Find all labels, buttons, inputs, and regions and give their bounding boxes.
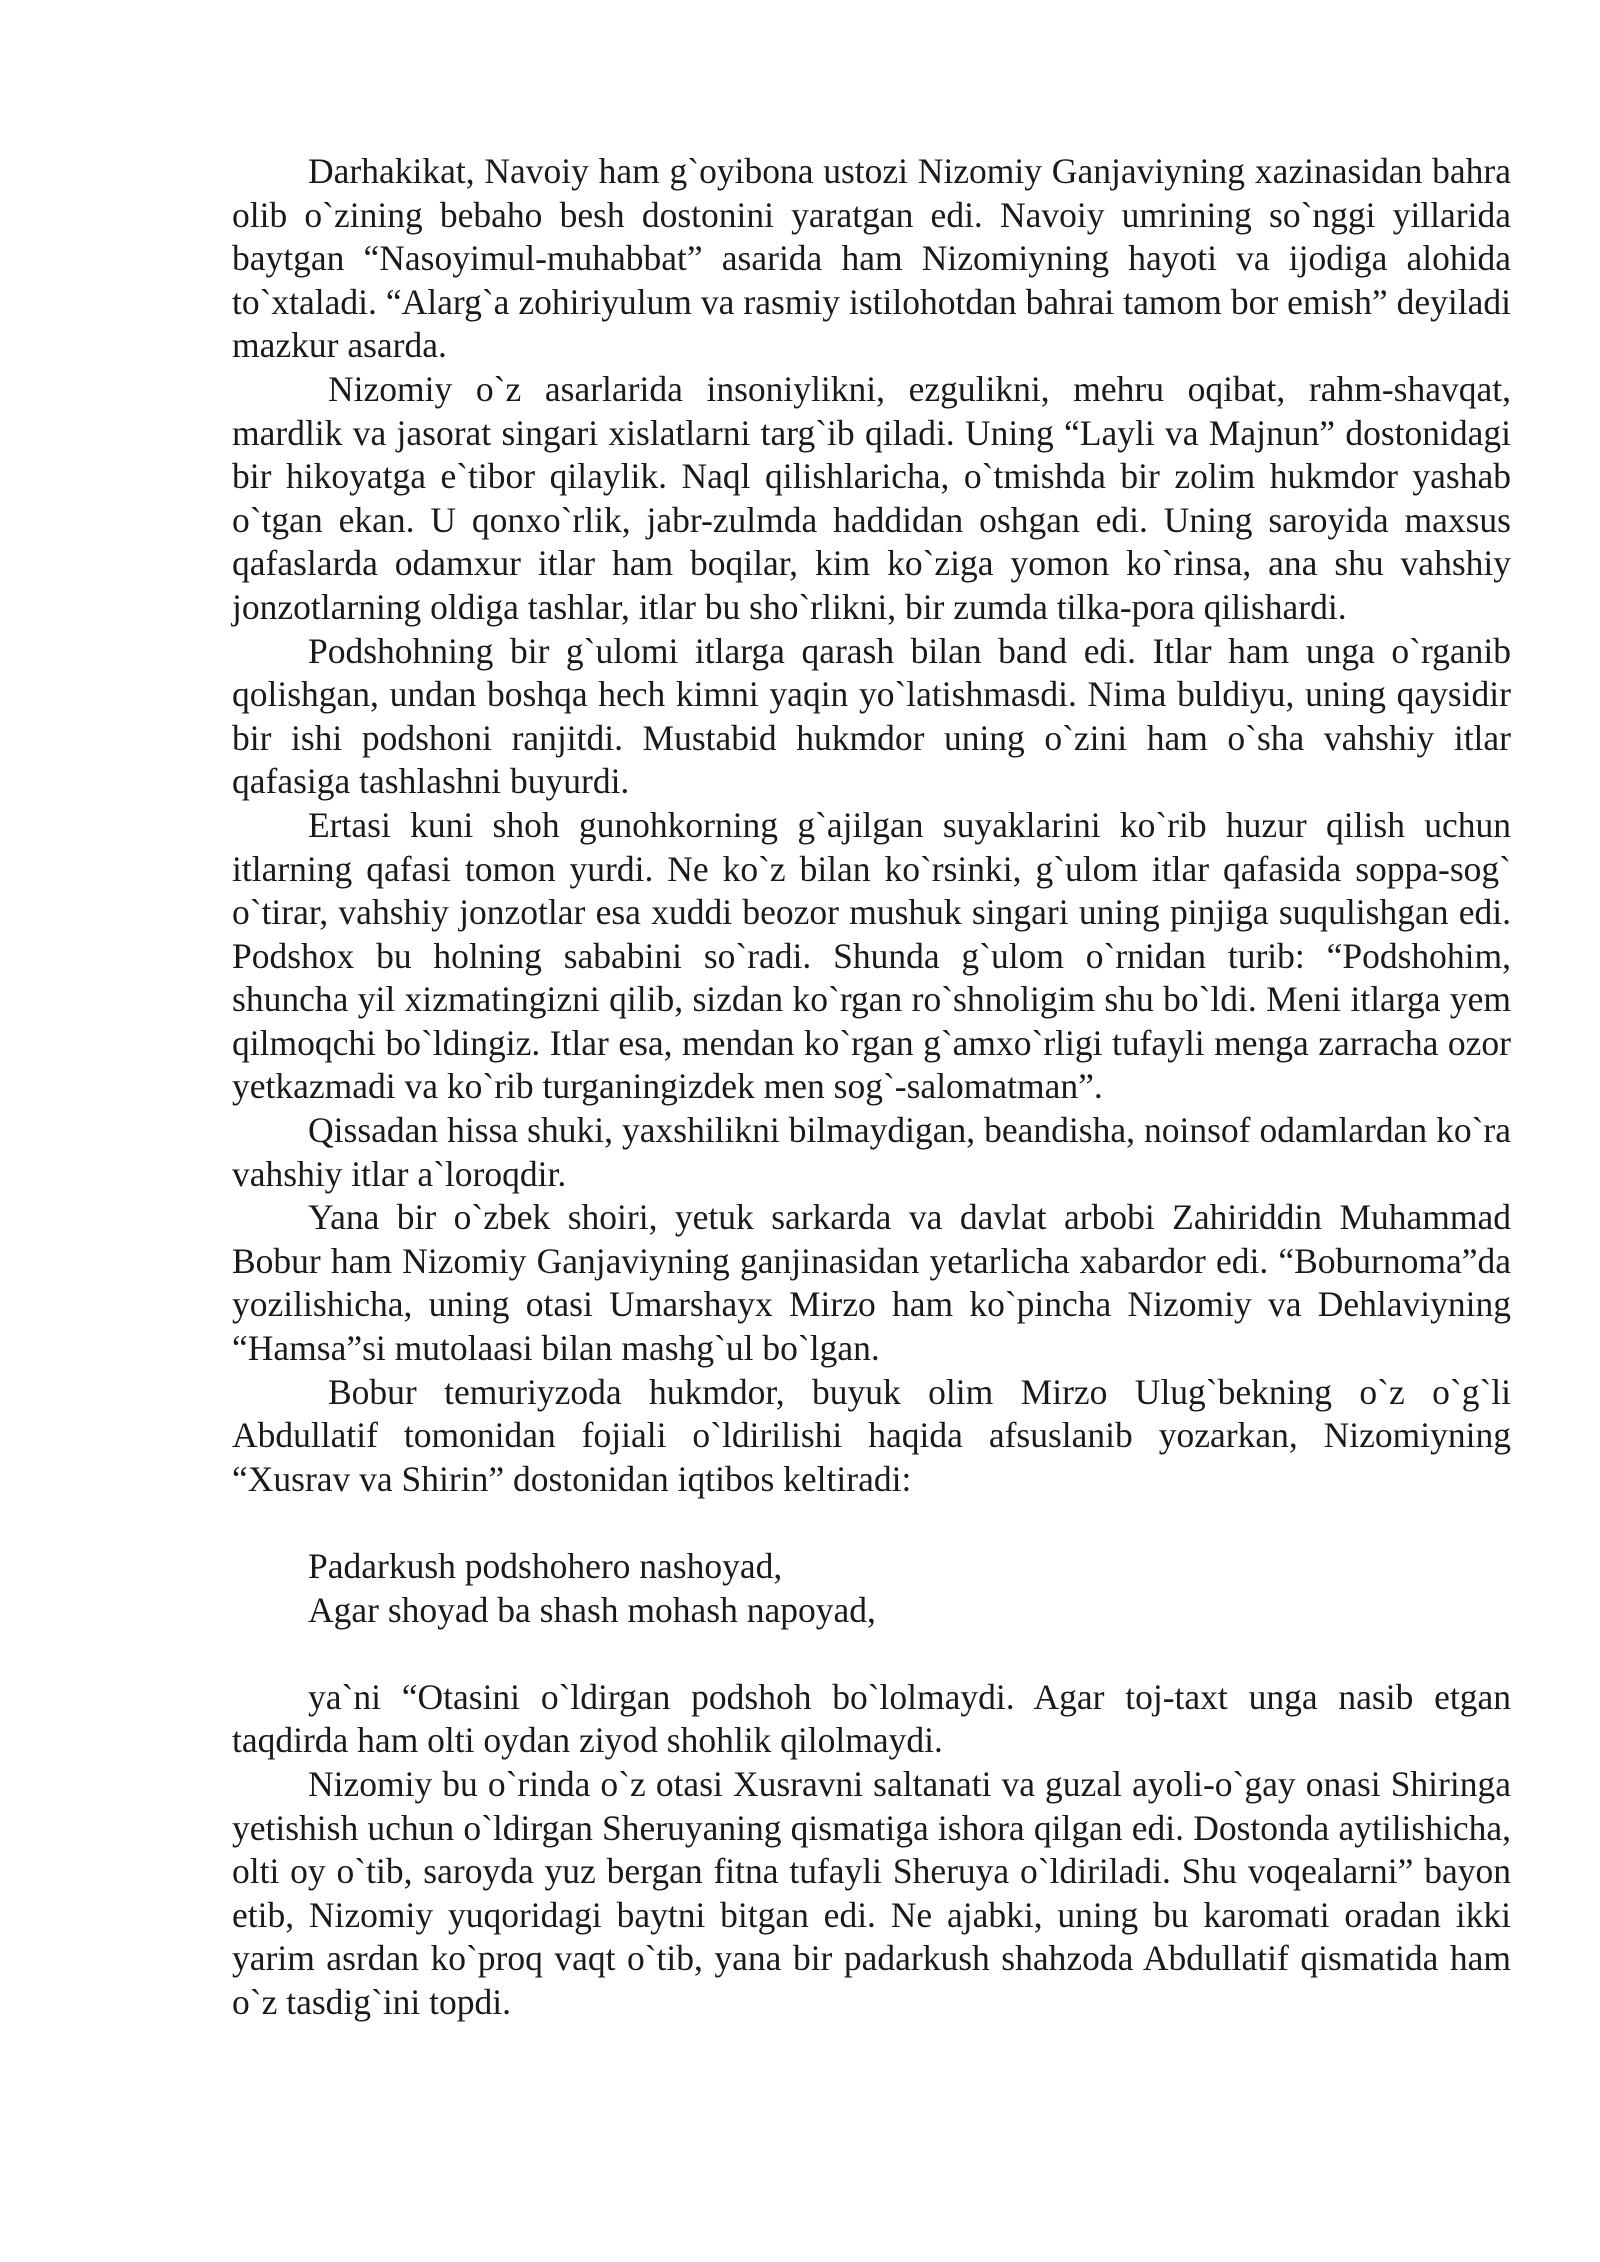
paragraph-next-day: Ertasi kuni shoh gunohkorning g`ajilgan suyaklarini ko`rib huzur qilish uchun itlarning qafasi tomon yurdi. Ne ko`z bilan ko`rsinki, g`ulom itlar qafasida soppa-sog` o`tirar, vahshiy jonzotlar esa xuddi beozor mushuk singari uning pinjiga suqulishgan edi. Podshox bu holning sababini so`radi. Shunda g`ulom o`rnidan turib: “Podshohim, shuncha yil xizmatingizni qilib, sizdan ko`rgan ro`shnoligim shu bo`ldi. Meni itlarga yem qilmoqchi bo`ldingiz. Itlar esa, mendan ko`rgan g`amxo`rligi tufayli menga zarracha ozor yetkazmadi va ko`rib turganingizdek men sog`-salomatman”. (232, 804, 1511, 1107)
paragraph-bobur: Yana bir o`zbek shoiri, yetuk sarkarda va davlat arbobi Zahiriddin Muhammad Bobur ham Nizomiy Ganjaviyning ganjinasidan yetarlicha xabardor edi. “Boburnoma”da yozilishicha, uning otasi Umarshayx Mirzo ham ko`pincha Nizomiy va Dehlaviyning “Hamsa”si mutolaasi bilan mashg`ul bo`lgan. (232, 1197, 1511, 1369)
paragraph-nizomiy-qualities: Nizomiy o`z asarlarida insoniylikni, ezgulikni, mehru oqibat, rahm-shavqat, mardlik va jasorat singari xislatlarni targ`ib qiladi. Uning “Layli va Majnun” dostonidagi bir hikoyatga e`tibor qilaylik. Naql qilishlaricha, o`tmishda bir zolim hukmdor yashab o`tgan ekan. U qonxo`rlik, jabr-zulmda haddidan oshgan edi. Uning saroyida maxsus qafaslarda odamxur itlar ham boqilar, kim ko`ziga yomon ko`rinsa, ana shu vahshiy jonzotlarning oldiga tashlar, itlar bu sho`rlikni, bir zumda tilka-pora qilishardi. (232, 368, 1511, 627)
paragraph-moral: Qissadan hissa shuki, yaxshilikni bilmaydigan, beandisha, noinsof odamlardan ko`ra vahshiy itlar a`loroqdir. (232, 1110, 1511, 1194)
verse-line: Agar shoyad ba shash mohash napoyad, (308, 1589, 876, 1630)
paragraph-servant: Podshohning bir g`ulomi itlarga qarash bilan band edi. Itlar ham unga o`rganib qolishgan, undan boshqa hech kimni yaqin yo`latishmasdi. Nima buldiyu, uning qaysidir bir ishi podshoni ranjitdi. Mustabid hukmdor uning o`zini ham o`sha vahshiy itlar qafasiga tashlashni buyurdi. (232, 630, 1511, 802)
verse-quote (308, 1545, 1511, 1632)
paragraph-translation: ya`ni “Otasini o`ldirgan podshoh bo`lolmaydi. Agar toj-taxt unga nasib etgan taqdirda ham olti oydan ziyod shohlik qilolmaydi. (232, 1676, 1511, 1761)
document-page (232, 150, 1511, 2025)
paragraph-navoiy: Darhakikat, Navoiy ham g`oyibona ustozi Nizomiy Ganjaviyning xazinasidan bahra olib o`zining bebaho besh dostonini yaratgan edi. Navoiy umrining so`nggi yillarida baytgan “Nasoyimul-muhabbat” asarida ham Nizomiyning hayoti va ijodiga alohida to`xtaladi. “Alarg`a zohiriyulum va rasmiy istilohotdan bahrai tamom bor emish” deyiladi mazkur asarda. (232, 151, 1511, 366)
paragraph-sheruya: Nizomiy bu o`rinda o`z otasi Xusravni saltanati va guzal ayoli-o`gay onasi Shiringa yetishish uchun o`ldirgan Sheruyaning qismatiga ishora qilgan edi. Dostonda aytilishicha, olti oy o`tib, saroyda yuz bergan fitna tufayli Sheruya o`ldiriladi. Shu voqealarni” bayon etib, Nizomiy yuqoridagi baytni bitgan edi. Ne ajabki, uning bu karomati oradan ikki yarim asrdan ko`proq vaqt o`tib, yana bir padarkush shahzoda Abdullatif qismatida ham o`z tasdig`ini topdi. (232, 1763, 1511, 2022)
verse-line: Padarkush podshohero nashoyad, (308, 1546, 783, 1586)
paragraph-ulugbek: Bobur temuriyzoda hukmdor, buyuk olim Mirzo Ulug`bekning o`z o`g`li Abdullatif tomonidan fojiali o`ldirilishi haqida afsuslanib yozarkan, Nizomiyning “Xusrav va Shirin” dostonidan iqtibos keltiradi: (232, 1371, 1511, 1499)
